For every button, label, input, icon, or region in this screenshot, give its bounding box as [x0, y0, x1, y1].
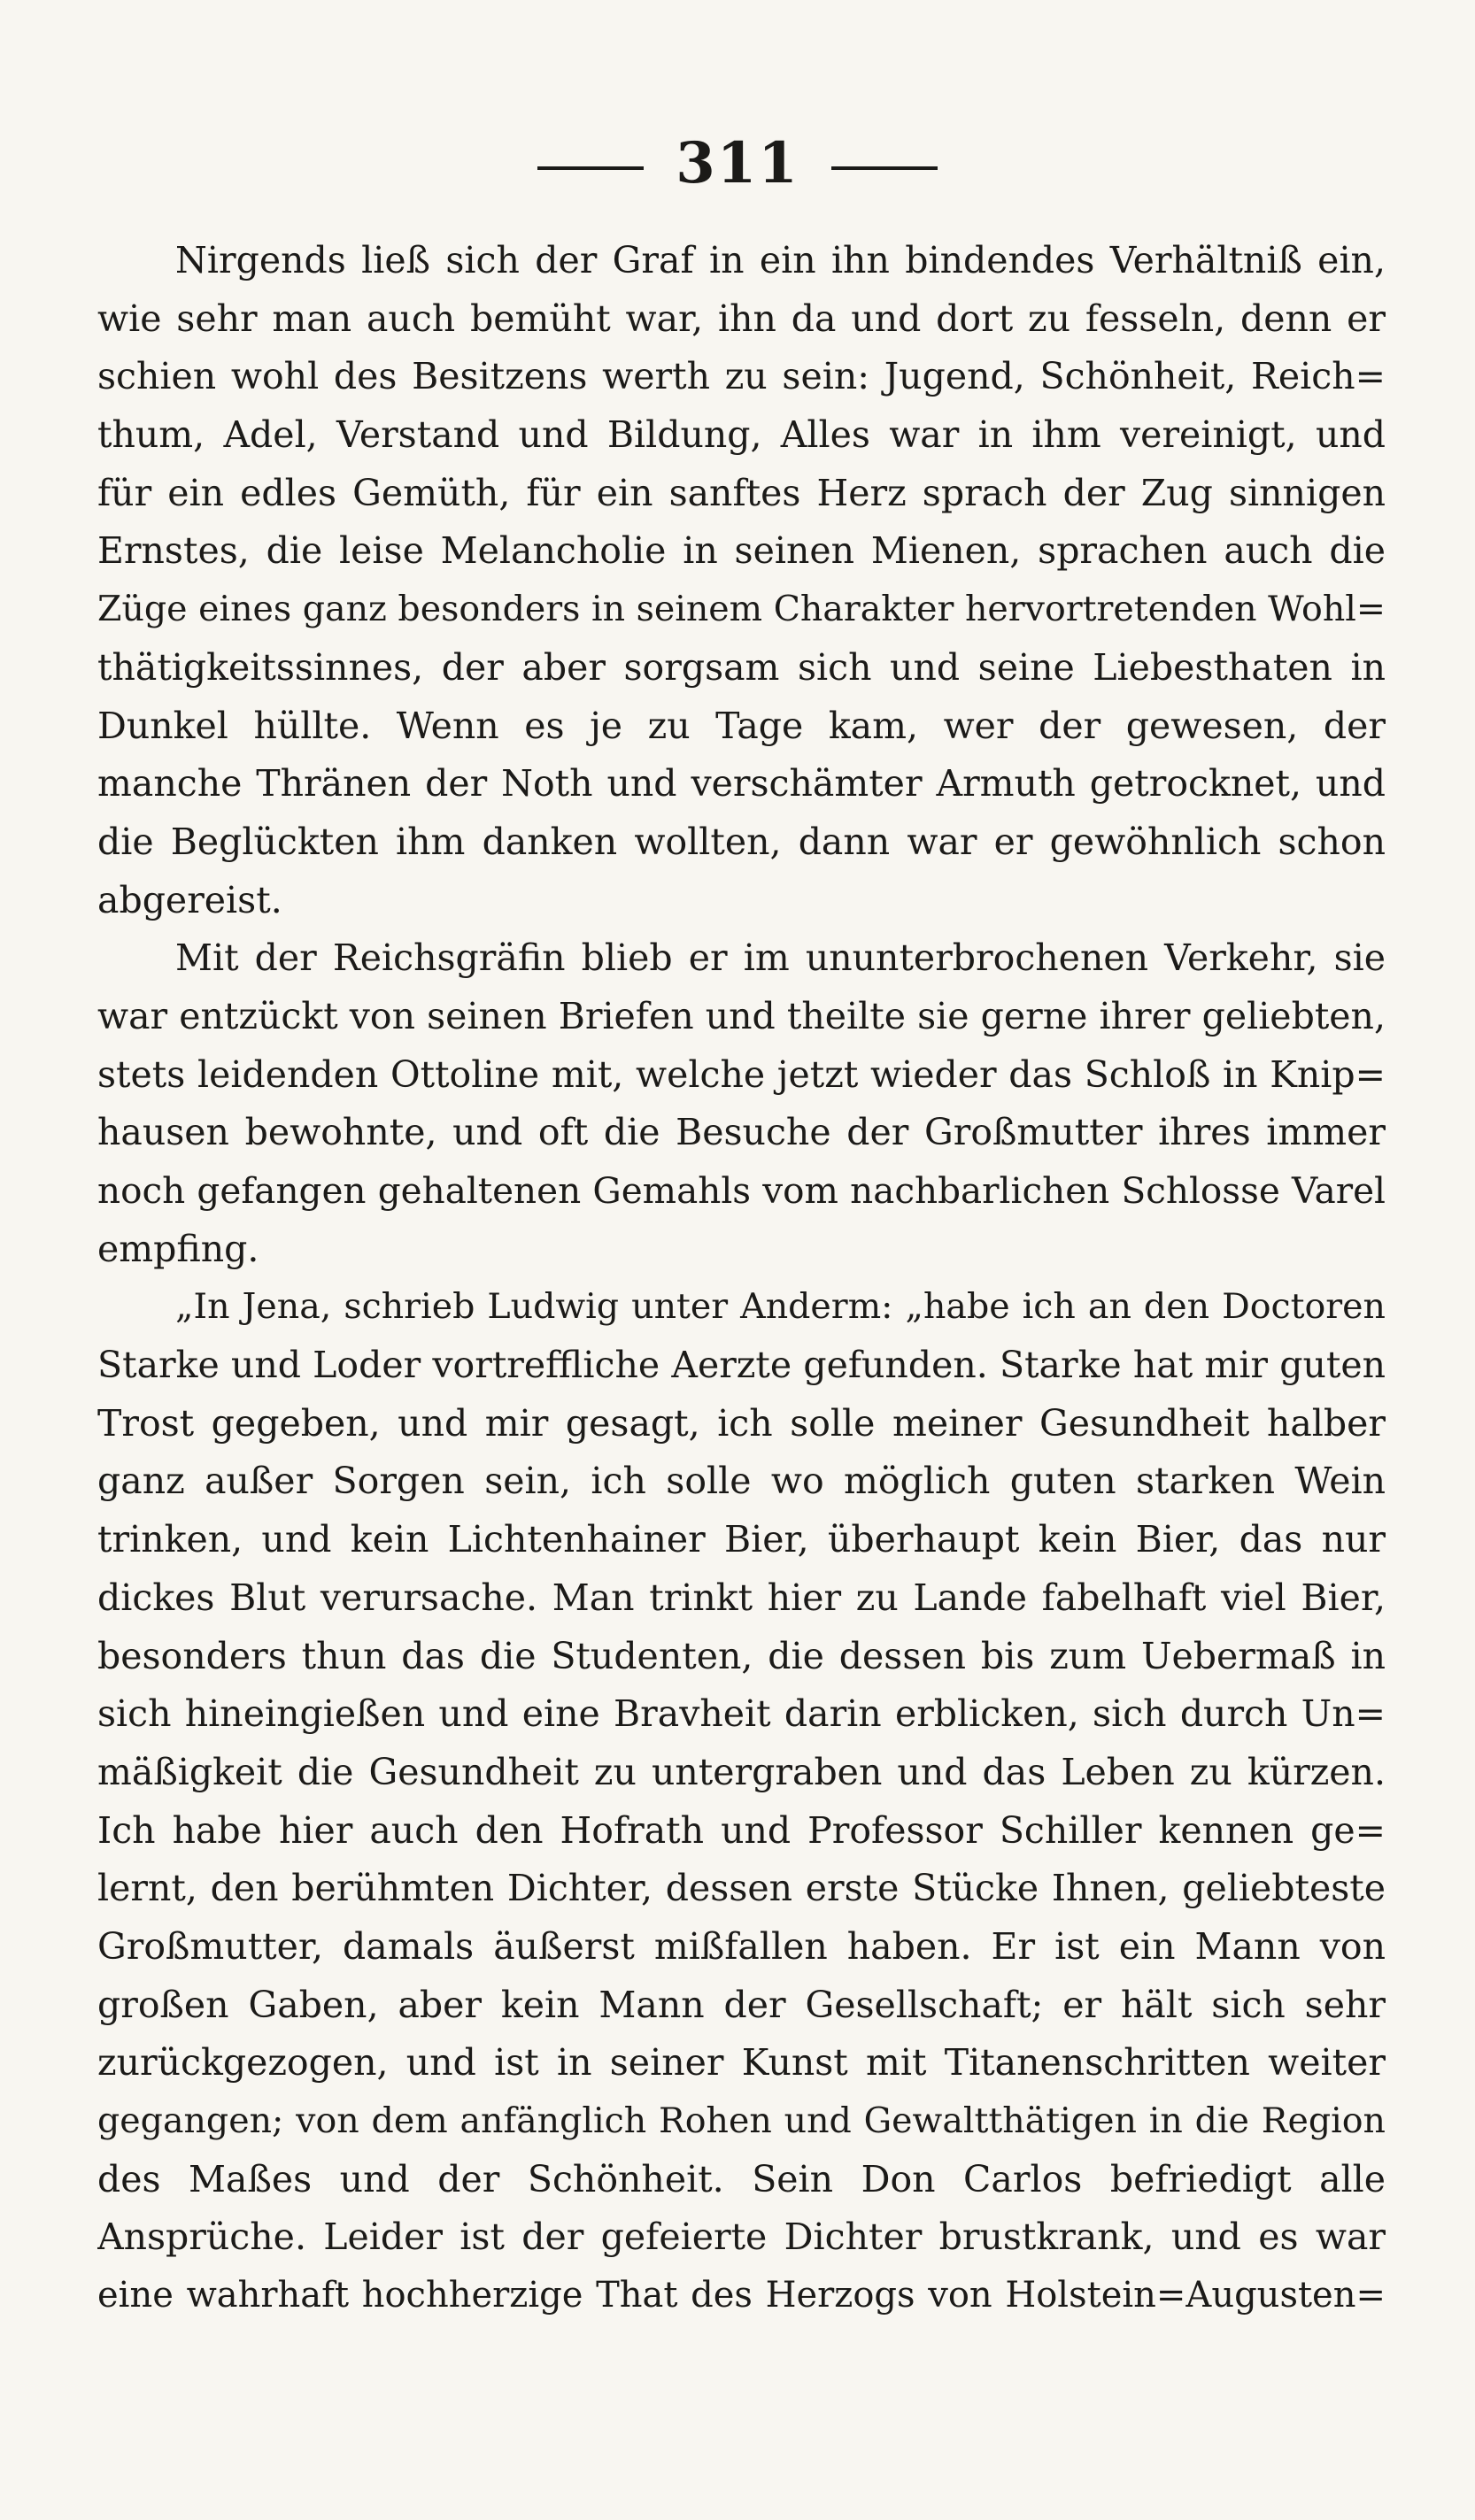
text-line: thum, Adel, Verstand und Bildung, Alles war in ihm vereinigt, und — [97, 413, 1386, 457]
text-line: abgereist. — [97, 878, 282, 921]
text-line: empfing. — [97, 1227, 259, 1270]
text-line: Dunkel hüllte. Wenn es je zu Tage kam, wer der gewesen, der — [97, 704, 1386, 747]
text-line: wie sehr man auch bemüht war, ihn da und dort zu fesseln, denn er — [97, 297, 1386, 340]
text-line: besonders thun das die Studenten, die dessen bis zum Uebermaß in — [97, 1634, 1386, 1677]
text-line: Ernstes, die leise Melancholie in seinen Mienen, sprachen auch die — [97, 529, 1386, 573]
text-line: „In Jena, schrieb Ludwig unter Anderm: „habe ich an den Doctoren — [175, 1286, 1386, 1328]
text-line: trinken, und kein Lichtenhainer Bier, überhaupt kein Bier, das nur — [97, 1518, 1386, 1561]
text-line: sich hineingießen und eine Bravheit darin erblicken, sich durch Un= — [97, 1692, 1386, 1736]
text-line: großen Gaben, aber kein Mann der Gesellschaft; er hält sich sehr — [97, 1983, 1386, 2026]
text-line: Mit der Reichsgräfin blieb er im ununterbrochenen Verkehr, sie — [175, 936, 1386, 980]
text-line: mäßigkeit die Gesundheit zu untergraben und das Leben zu kürzen. — [97, 1750, 1386, 1793]
text-line: ganz außer Sorgen sein, ich solle wo möglich guten starken Wein — [97, 1460, 1386, 1503]
text-line: für ein edles Gemüth, für ein sanftes Herz sprach der Zug sinnigen — [97, 471, 1386, 514]
text-line: manche Thränen der Noth und verschämter Armuth getrocknet, und — [97, 762, 1386, 805]
text-line: war entzückt von seinen Briefen und theilte sie gerne ihrer geliebten, — [97, 994, 1386, 1037]
page-header — [0, 130, 1475, 197]
text-line: lernt, den berühmten Dichter, dessen erste Stücke Ihnen, geliebteste — [97, 1867, 1386, 1910]
text-line: Starke und Loder vortreffliche Aerzte gefunden. Starke hat mir guten — [97, 1344, 1386, 1387]
page-number: 311 — [676, 130, 799, 197]
text-line: schien wohl des Besitzens werth zu sein: Jugend, Schönheit, Reich= — [97, 355, 1386, 398]
header-rule-left — [537, 166, 644, 170]
header-rule-right — [831, 166, 938, 170]
text-line: die Beglückten ihm danken wollten, dann war er gewöhnlich schon — [97, 820, 1386, 863]
text-line: Trost gegeben, und mir gesagt, ich solle meiner Gesundheit halber — [97, 1401, 1386, 1445]
text-line: gegangen; von dem anfänglich Rohen und Gewaltthätigen in die Region — [97, 2100, 1386, 2141]
text-line: eine wahrhaft hochherzige That des Herzogs von Holstein=Augusten= — [97, 2275, 1386, 2316]
text-line: des Maßes und der Schönheit. Sein Don Carlos befriedigt alle — [97, 2157, 1386, 2200]
text-line: zurückgezogen, und ist in seiner Kunst mit Titanenschritten weiter — [97, 2041, 1386, 2085]
text-line: Züge eines ganz besonders in seinem Charakter hervortretenden Wohl= — [97, 589, 1386, 630]
text-line: noch gefangen gehaltenen Gemahls vom nachbarlichen Schlosse Varel — [97, 1169, 1386, 1212]
text-line: Nirgends ließ sich der Graf in ein ihn bindendes Verhältniß ein, — [175, 239, 1386, 281]
text-line: Ansprüche. Leider ist der gefeierte Dichter brustkrank, und es war — [97, 2216, 1386, 2259]
text-line: stets leidenden Ottoline mit, welche jetzt wieder das Schloß in Knip= — [97, 1052, 1386, 1096]
body-text — [97, 232, 1386, 2325]
text-line: Großmutter, damals äußerst mißfallen haben. Er ist ein Mann von — [97, 1924, 1386, 1968]
text-line: dickes Blut verursache. Man trinkt hier zu Lande fabelhaft viel Bier, — [97, 1576, 1386, 1619]
text-line: Ich habe hier auch den Hofrath und Professor Schiller kennen ge= — [97, 1808, 1386, 1852]
text-line: thätigkeitssinnes, der aber sorgsam sich und seine Liebesthaten in — [97, 645, 1386, 689]
text-line: hausen bewohnte, und oft die Besuche der Großmutter ihres immer — [97, 1111, 1386, 1154]
